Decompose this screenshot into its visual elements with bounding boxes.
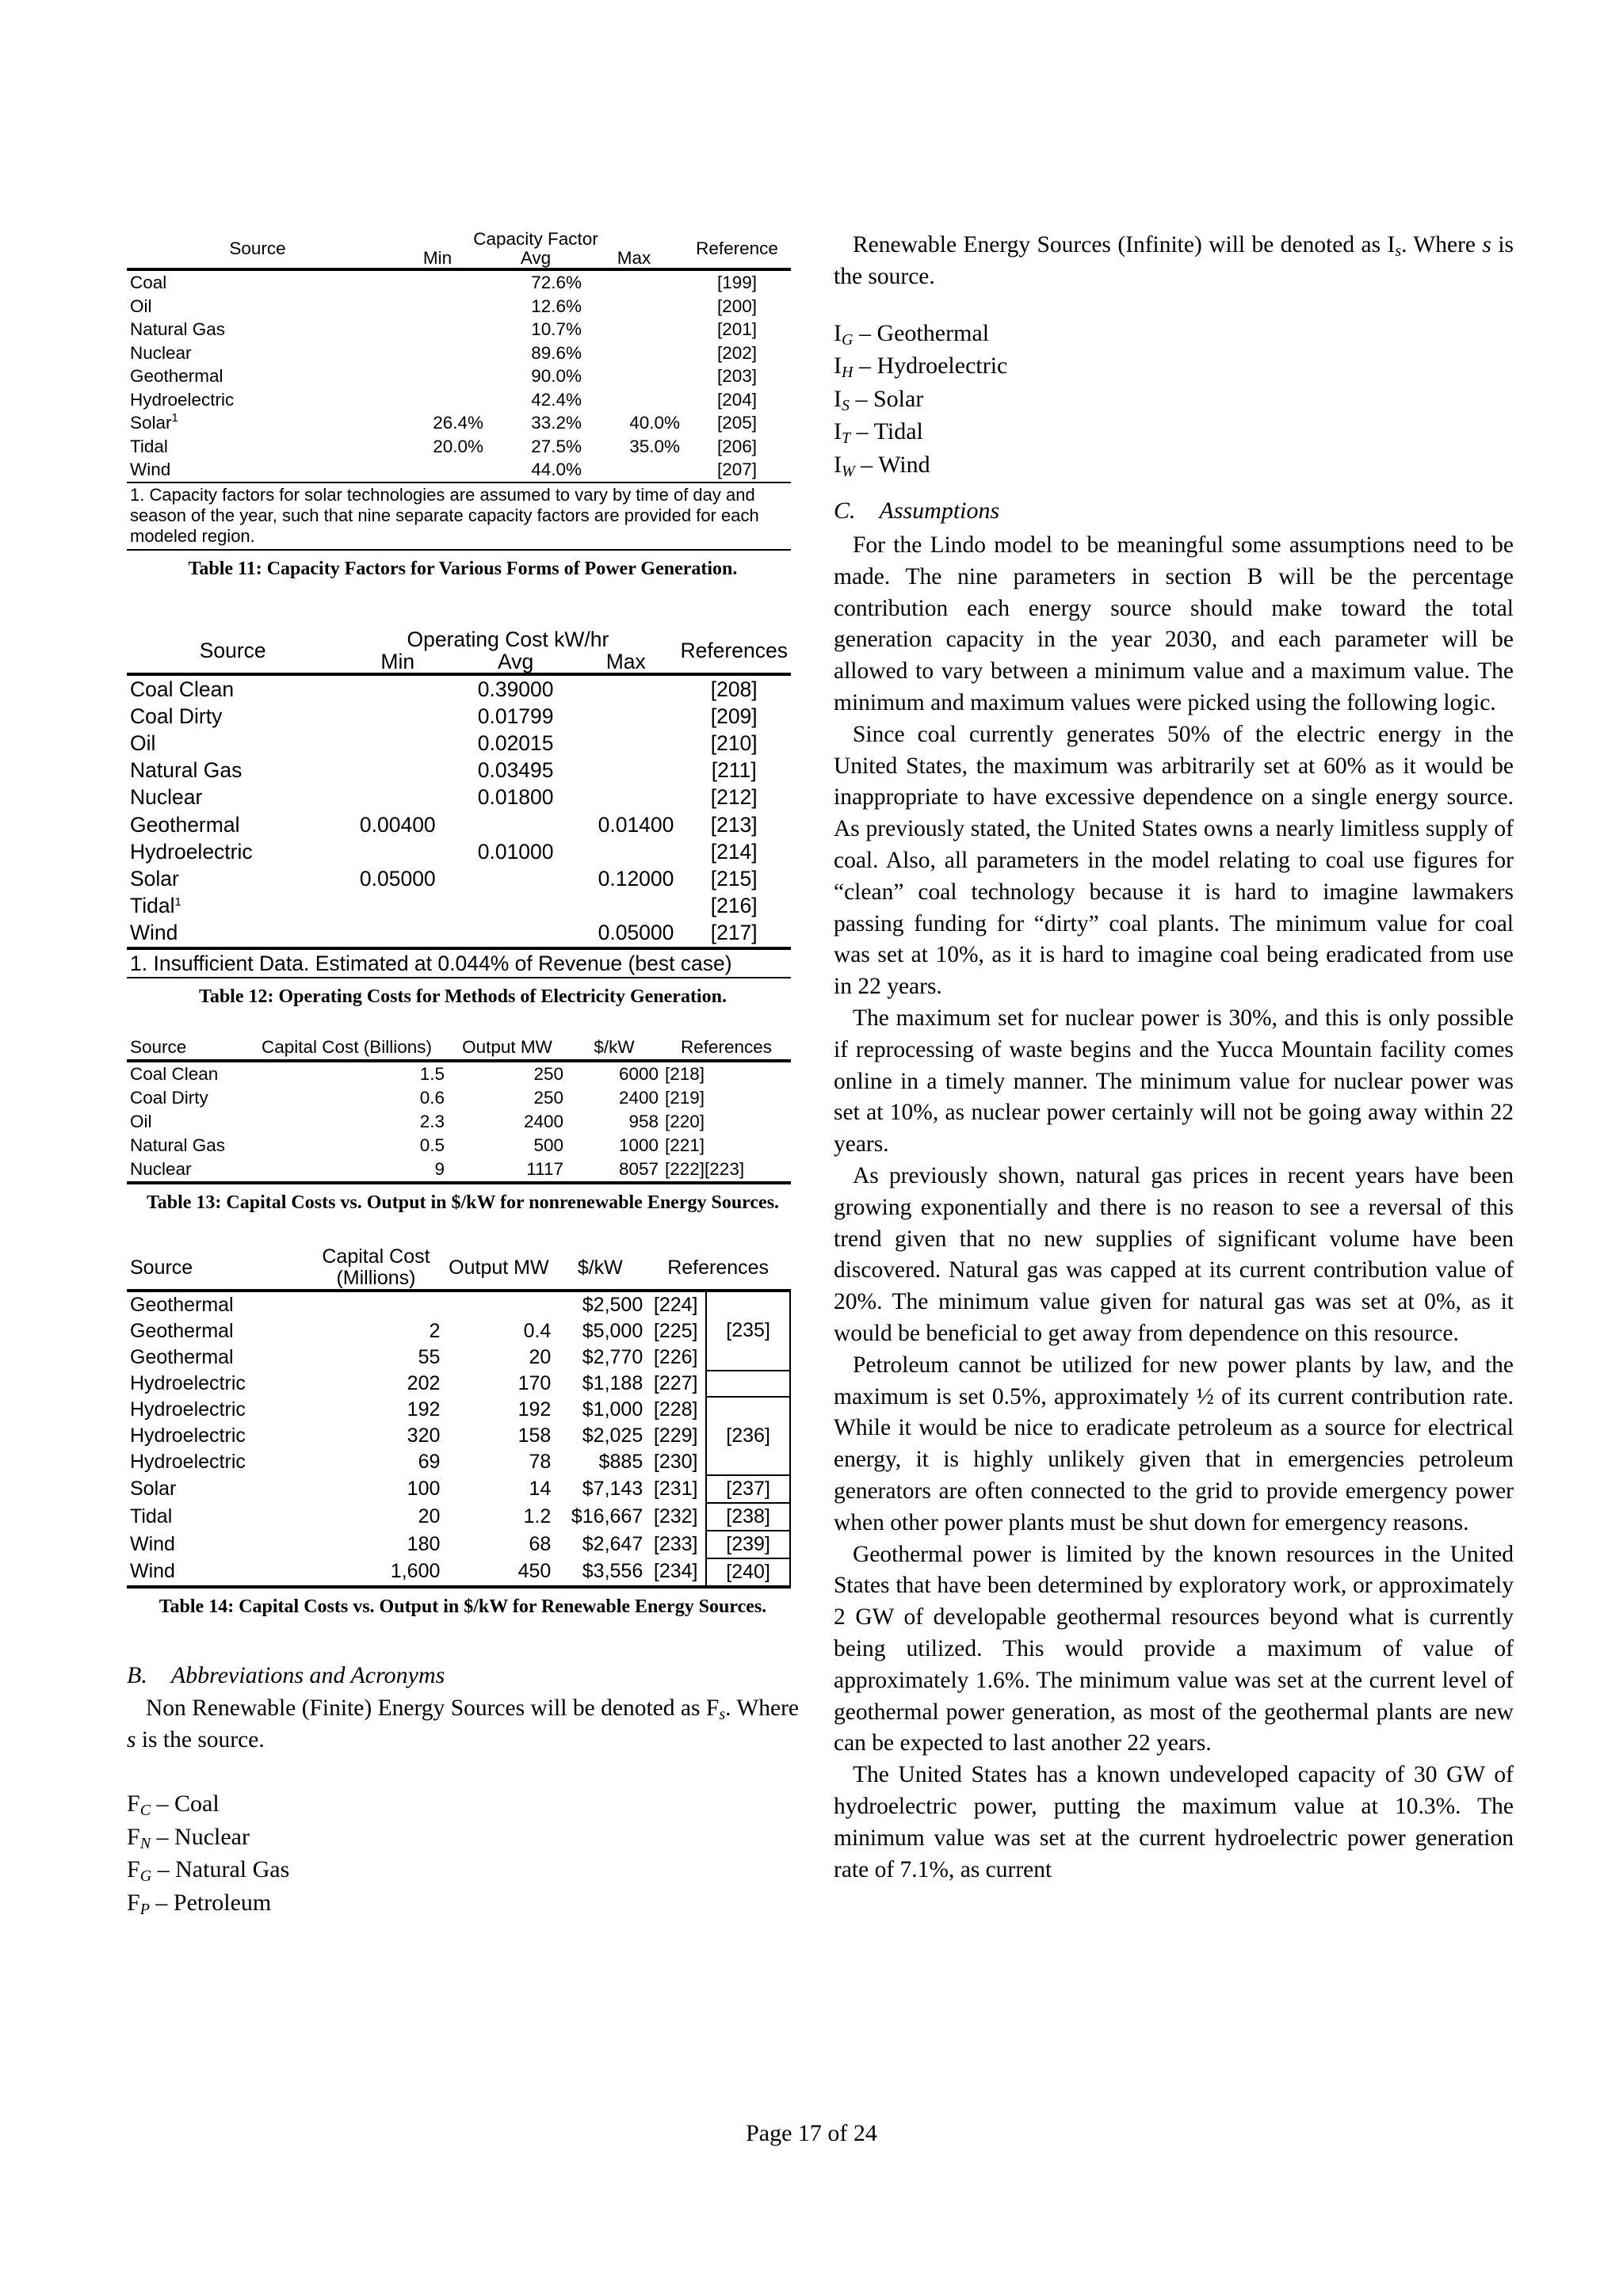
t11-max: 40.0% xyxy=(629,413,680,433)
t12-row xyxy=(127,784,791,810)
t14-header-source: Source xyxy=(130,1256,193,1279)
t13-source: Oil xyxy=(130,1111,152,1131)
t11-max xyxy=(585,318,683,341)
t14-output: 1.2 xyxy=(523,1505,552,1527)
t12-avg: 0.39000 xyxy=(477,677,554,701)
t11-row xyxy=(127,295,791,318)
t11-header-min: Min xyxy=(422,248,453,268)
t12-source: Nuclear xyxy=(130,785,203,810)
t13-capital: 1.5 xyxy=(419,1063,445,1084)
t14-source: Wind xyxy=(130,1532,175,1555)
t12-max xyxy=(575,703,677,730)
t11-row xyxy=(127,269,791,295)
t14-output: 0.4 xyxy=(523,1319,552,1342)
t12-max xyxy=(575,730,677,757)
t12-ref: [210] xyxy=(710,730,758,755)
t14-capital: 55 xyxy=(418,1345,441,1368)
infinite-source-item: $I_S$ – Solar xyxy=(834,385,924,414)
finite-source-item: $F_N$ – Nuclear xyxy=(127,1823,250,1852)
t12-ref: [212] xyxy=(710,785,758,810)
t12-avg xyxy=(456,892,575,919)
t12-ref: [211] xyxy=(711,758,757,783)
t14-kw: $16,667 xyxy=(571,1505,643,1527)
t14-capital: 20 xyxy=(418,1505,441,1527)
t12-min xyxy=(338,892,456,919)
t14-row xyxy=(127,1558,790,1587)
t12-source: Tidal$^1$ xyxy=(130,894,181,918)
t14-row xyxy=(127,1475,790,1503)
t14-group-ref xyxy=(706,1371,790,1397)
t11-source: Tidal xyxy=(130,436,168,456)
t12-avg: 0.01800 xyxy=(477,785,554,810)
t11-source: Nuclear xyxy=(130,342,192,363)
t12-avg: 0.03495 xyxy=(477,758,554,783)
t14-row xyxy=(127,1503,790,1531)
t11-ref: [205] xyxy=(716,413,758,433)
t13-ref: [220] xyxy=(665,1111,705,1131)
t14-ref: [224] xyxy=(653,1293,698,1316)
t13-row xyxy=(127,1158,791,1183)
t13-ref: [219] xyxy=(665,1087,705,1108)
t12-source: Natural Gas xyxy=(130,758,242,783)
t11-header-reference: Reference xyxy=(696,238,778,258)
t11-footnote: 1. Capacity factors for solar technologies are assumed to vary by time of day and season of the year, such that nine separate capacity factors are provided for each modeled region. xyxy=(130,484,759,546)
t11-max xyxy=(585,341,683,365)
t11-min xyxy=(388,388,487,412)
t14-ref: [228] xyxy=(653,1398,698,1421)
t13-kw: 6000 xyxy=(618,1063,659,1084)
t14-group-ref: [236] xyxy=(706,1397,790,1475)
assumptions-paragraphs xyxy=(834,530,1514,1886)
t12-ref: [209] xyxy=(710,704,758,728)
t11-avg: 44.0% xyxy=(531,460,582,479)
t14-row xyxy=(127,1291,790,1318)
t12-row xyxy=(127,838,791,865)
t13-output: 250 xyxy=(533,1063,563,1084)
t12-row xyxy=(127,892,791,919)
t13-row xyxy=(127,1086,791,1110)
t11-min xyxy=(388,341,487,365)
t13-row xyxy=(127,1134,791,1158)
t11-avg: 27.5% xyxy=(531,436,582,456)
t12-min xyxy=(338,674,456,703)
t11-header-source: Source xyxy=(229,238,286,258)
table-12-caption: Table 12: Operating Costs for Methods of Electricity Generation. xyxy=(199,986,727,1007)
t14-capital: 192 xyxy=(407,1398,441,1421)
t12-header-references: References xyxy=(680,638,788,662)
t13-row xyxy=(127,1110,791,1134)
t13-capital: 2.3 xyxy=(419,1111,445,1131)
t13-source: Coal Dirty xyxy=(130,1087,208,1108)
t12-min xyxy=(338,730,456,757)
t14-group-ref: [235] xyxy=(706,1291,790,1371)
t13-output: 250 xyxy=(533,1087,563,1108)
t11-header-max: Max xyxy=(617,248,651,268)
left-column xyxy=(127,230,799,1919)
finite-source-item: $F_G$ – Natural Gas xyxy=(127,1856,290,1886)
t11-min xyxy=(388,269,487,295)
t14-source: Geothermal xyxy=(130,1319,234,1342)
t12-min xyxy=(338,919,456,948)
table-11-caption: Table 11: Capacity Factors for Various Forms of Power Generation. xyxy=(188,558,738,579)
t14-kw: $5,000 xyxy=(582,1319,643,1342)
t14-output: 68 xyxy=(529,1532,552,1555)
t11-source: Oil xyxy=(130,296,152,316)
t14-source: Hydroelectric xyxy=(130,1450,246,1473)
t11-header-avg: Avg xyxy=(520,248,552,268)
table-13-nonrenewable-capital-costs xyxy=(127,1035,791,1184)
t14-row xyxy=(127,1423,790,1449)
t14-ref: [234] xyxy=(653,1560,698,1583)
t12-min xyxy=(338,838,456,865)
t12-min: 0.05000 xyxy=(359,866,436,891)
section-c-heading: C. Assumptions xyxy=(834,498,1000,524)
t12-header-max: Max xyxy=(605,649,646,673)
t14-row xyxy=(127,1531,790,1558)
t11-avg: 10.7% xyxy=(531,319,582,339)
t11-source: Hydroelectric xyxy=(130,389,235,410)
t11-source: Coal xyxy=(130,273,167,292)
t14-output: 158 xyxy=(517,1424,552,1447)
t12-ref: [215] xyxy=(710,866,758,891)
t12-max xyxy=(575,674,677,703)
table-13-caption: Table 13: Capital Costs vs. Output in $/kW for nonrenewable Energy Sources. xyxy=(146,1192,780,1213)
finite-source-item: $F_C$ – Coal xyxy=(127,1791,220,1820)
t14-kw: $2,770 xyxy=(582,1345,643,1368)
t12-avg xyxy=(456,865,575,892)
t13-kw: 8057 xyxy=(618,1158,659,1179)
t11-min xyxy=(388,318,487,341)
t13-row xyxy=(127,1061,791,1086)
infinite-source-item: $I_G$ – Geothermal xyxy=(834,319,990,349)
t13-output: 500 xyxy=(533,1135,563,1155)
t14-source: Solar xyxy=(130,1477,177,1500)
t14-kw: $2,025 xyxy=(582,1424,643,1447)
t14-source: Wind xyxy=(130,1560,175,1583)
infinite-sources-list xyxy=(834,317,1514,482)
t11-min xyxy=(388,364,487,388)
t11-max: 35.0% xyxy=(629,436,680,456)
t14-source: Tidal xyxy=(130,1505,173,1527)
finite-source-item: $F_P$ – Petroleum xyxy=(127,1889,272,1918)
t12-min xyxy=(338,784,456,810)
t12-max xyxy=(575,892,677,919)
t12-row xyxy=(127,703,791,730)
t11-avg: 90.0% xyxy=(531,366,582,386)
t11-row xyxy=(127,411,791,435)
t12-source: Solar xyxy=(130,866,179,891)
t11-row xyxy=(127,364,791,388)
t12-source: Wind xyxy=(130,921,178,945)
t14-capital: 180 xyxy=(407,1532,441,1555)
t12-ref: [214] xyxy=(710,839,758,864)
infinite-source-item: $I_W$ – Wind xyxy=(834,451,930,480)
t11-ref: [200] xyxy=(716,296,758,316)
t14-kw: $2,500 xyxy=(582,1293,643,1316)
t11-min: 26.4% xyxy=(433,413,483,433)
t13-kw: 2400 xyxy=(618,1087,659,1108)
t14-output: 14 xyxy=(529,1477,552,1500)
table-11-capacity-factors xyxy=(127,230,791,551)
t11-source: Natural Gas xyxy=(130,319,226,339)
infinite-source-item: $I_T$ – Tidal xyxy=(834,418,923,448)
t12-max xyxy=(575,838,677,865)
t14-capital: 100 xyxy=(407,1477,441,1500)
infinite-source-item: $I_H$ – Hydroelectric xyxy=(834,353,1008,382)
t11-min: 20.0% xyxy=(433,436,483,456)
t12-header-avg: Avg xyxy=(498,649,534,673)
t14-ref: [231] xyxy=(653,1477,698,1500)
t14-output: 170 xyxy=(517,1371,552,1394)
t11-ref: [207] xyxy=(716,460,758,479)
section-b-intro: Non Renewable (Finite) Energy Sources will be denoted as $F_s$. Where s is the source. xyxy=(127,1695,799,1753)
assumption-paragraph: As previously shown, natural gas prices in recent years have been growing exponentially and there is no reason to see a reversal of this trend given that no new supplies of significant volume have been discovered. Natural gas was capped at its current contribution value of 20%. The minimum value given for natural gas was set at 0%, as it would be beneficial to get away from dependence on this resource. xyxy=(834,1163,1514,1347)
page-number: Page 17 of 24 xyxy=(746,2120,877,2146)
t12-source: Coal Clean xyxy=(130,677,235,701)
table-14-renewable-capital-costs xyxy=(127,1246,791,1589)
t12-row xyxy=(127,757,791,784)
t14-source: Geothermal xyxy=(130,1293,234,1316)
t11-ref: [206] xyxy=(716,436,758,456)
t12-ref: [217] xyxy=(710,921,758,945)
t12-avg xyxy=(456,919,575,948)
finite-sources-list xyxy=(127,1787,799,1919)
assumption-paragraph: Geothermal power is limited by the known resources in the United States that have been determined by exploratory work, or approximately 2 GW of developable geothermal resources beyond what is currently being utilized. This would provide a maximum of value of approximately 1.6%. The minimum value was set at the current level of geothermal power generation, as most of the geothermal plants are new can be expected to last another 22 years. xyxy=(834,1541,1514,1756)
table-12-operating-costs xyxy=(127,628,791,978)
t11-min xyxy=(388,295,487,318)
t14-capital: 320 xyxy=(407,1424,441,1447)
t12-row xyxy=(127,674,791,703)
t14-capital: 202 xyxy=(407,1371,441,1394)
t14-group-ref: [238] xyxy=(706,1503,790,1531)
t11-ref: [199] xyxy=(716,273,758,292)
t12-header-source: Source xyxy=(199,638,266,662)
t12-max xyxy=(575,784,677,810)
t13-kw: 1000 xyxy=(618,1135,659,1155)
t12-max: 0.01400 xyxy=(598,812,674,837)
t13-header-kw: $/kW xyxy=(594,1036,635,1057)
t14-kw: $1,188 xyxy=(582,1371,643,1394)
t14-header-capital-line1: Capital Cost xyxy=(322,1245,430,1268)
t11-ref: [201] xyxy=(716,319,758,339)
t14-capital: 69 xyxy=(418,1450,441,1473)
t11-max xyxy=(585,295,683,318)
t11-row xyxy=(127,318,791,341)
t12-source: Oil xyxy=(130,730,156,755)
t14-output xyxy=(443,1291,554,1318)
t14-output: 78 xyxy=(529,1450,552,1473)
t14-row xyxy=(127,1397,790,1423)
t14-ref: [233] xyxy=(653,1532,698,1555)
t14-source: Hydroelectric xyxy=(130,1371,246,1394)
t13-ref: [218] xyxy=(665,1063,705,1084)
t14-row xyxy=(127,1371,790,1397)
t13-header-references: References xyxy=(680,1036,773,1057)
t13-capital: 0.6 xyxy=(419,1087,445,1108)
t11-ref: [203] xyxy=(716,366,758,386)
t13-kw: 958 xyxy=(628,1111,659,1131)
t12-avg: 0.01000 xyxy=(477,839,554,864)
t13-source: Natural Gas xyxy=(130,1135,226,1155)
t14-ref: [227] xyxy=(653,1371,698,1394)
t11-max xyxy=(585,458,683,482)
t12-avg xyxy=(456,811,575,838)
t12-row xyxy=(127,730,791,757)
t14-header-output: Output MW xyxy=(449,1256,549,1279)
t12-row xyxy=(127,865,791,892)
t14-row xyxy=(127,1449,790,1475)
t14-kw: $7,143 xyxy=(582,1477,643,1500)
t14-group-ref: [237] xyxy=(706,1475,790,1503)
t14-source: Geothermal xyxy=(130,1345,234,1368)
t11-max xyxy=(585,364,683,388)
assumption-paragraph: For the Lindo model to be meaningful some assumptions need to be made. The nine parameters in section B will be the percentage contribution each energy source should make toward the total generation capacity in the year 2030, and each parameter will be allowed to vary between a minimum value and a maximum value. The minimum and maximum values were picked using the following logic. xyxy=(834,532,1514,716)
section-b-heading: B. Abbreviations and Acronyms xyxy=(127,1661,445,1688)
t11-row xyxy=(127,388,791,412)
t12-row xyxy=(127,919,791,948)
t12-footnote: 1. Insufficient Data. Estimated at 0.044% of Revenue (best case) xyxy=(130,951,732,975)
t11-avg: 72.6% xyxy=(531,273,582,292)
t14-row xyxy=(127,1318,790,1344)
t12-header-min: Min xyxy=(380,649,415,673)
t13-header-source: Source xyxy=(130,1036,187,1057)
t13-capital: 0.5 xyxy=(419,1135,445,1155)
t14-ref: [226] xyxy=(653,1345,698,1368)
t14-capital: 2 xyxy=(429,1319,441,1342)
t14-kw: $3,556 xyxy=(582,1560,643,1583)
t14-source: Hydroelectric xyxy=(130,1424,246,1447)
t11-max xyxy=(585,388,683,412)
t11-source: Wind xyxy=(130,460,171,479)
t12-avg: 0.02015 xyxy=(477,730,554,755)
t14-row xyxy=(127,1344,790,1371)
t14-header-kw: $/kW xyxy=(577,1256,623,1279)
t12-avg: 0.01799 xyxy=(477,704,554,728)
t13-capital: 9 xyxy=(434,1158,445,1179)
t14-header-capital-line2: (Millions) xyxy=(336,1266,416,1289)
table-14-caption: Table 14: Capital Costs vs. Output in $/kW for Renewable Energy Sources. xyxy=(158,1596,767,1617)
assumption-paragraph: Since coal currently generates 50% of the electric energy in the United States, the maximum was arbitrarily set at 60% as it would be inappropriate to have excessive dependence on a single energy source. As previously stated, the United States owns a nearly limitless supply of coal. Also, all parameters in the model relating to coal use figures for “clean” coal technology because it is hard to imagine lawmakers passing funding for “dirty” coal plants. The minimum value for coal was set at 10%, as it is hard to imagine coal being eradicated from use in 22 years. xyxy=(834,721,1514,1000)
t13-ref: [222][223] xyxy=(665,1158,745,1179)
t14-header-references: References xyxy=(667,1256,769,1279)
t11-row xyxy=(127,458,791,482)
t12-row xyxy=(127,811,791,838)
t14-group-ref: [239] xyxy=(706,1531,790,1558)
t11-source: Solar$^1$ xyxy=(130,411,178,433)
assumption-paragraph: The United States has a known undeveloped capacity of 30 GW of hydroelectric power, putting the maximum value at 10.3%. The minimum value was set at the current hydroelectric power generation rate of 7.1%, as current xyxy=(834,1762,1514,1882)
t13-header-capital: Capital Cost (Billions) xyxy=(261,1036,433,1057)
t14-capital: 1,600 xyxy=(390,1560,441,1583)
t11-avg: 12.6% xyxy=(531,296,582,316)
t12-min xyxy=(338,757,456,784)
t12-source: Hydroelectric xyxy=(130,839,253,864)
t14-ref: [225] xyxy=(653,1319,698,1342)
t11-source: Geothermal xyxy=(130,366,223,386)
t14-ref: [230] xyxy=(653,1450,698,1473)
t13-output: 2400 xyxy=(523,1111,563,1131)
t11-ref: [204] xyxy=(716,389,758,410)
t14-kw: $1,000 xyxy=(582,1398,643,1421)
t14-kw: $2,647 xyxy=(582,1532,643,1555)
t13-source: Nuclear xyxy=(130,1158,192,1179)
assumption-paragraph: Petroleum cannot be utilized for new power plants by law, and the maximum is set 0.5%, approximately ½ of its current contribution rate. While it would be nice to eradicate petroleum as a source for electrical energy, it is highly unlikely given that in emergencies petroleum generators are often connected to the grid to provide emergency power when other power plants must be shut down for emergency reasons. xyxy=(834,1352,1514,1535)
t12-ref: [208] xyxy=(710,677,758,701)
t11-avg: 42.4% xyxy=(531,389,582,410)
assumption-paragraph: The maximum set for nuclear power is 30%, and this is only possible if reprocessing of waste begins and the Yucca Mountain facility comes online in a timely manner. The minimum value for nuclear power was set at 10%, as nuclear power certainly will not be going away within 22 years. xyxy=(834,1005,1514,1158)
t12-source: Geothermal xyxy=(130,812,240,837)
t14-ref: [232] xyxy=(653,1505,698,1527)
t11-min xyxy=(388,458,487,482)
t12-min xyxy=(338,703,456,730)
t14-kw: $885 xyxy=(598,1450,643,1473)
t12-source: Coal Dirty xyxy=(130,704,223,728)
t11-row xyxy=(127,341,791,365)
t12-ref: [213] xyxy=(710,812,758,837)
t13-source: Coal Clean xyxy=(130,1063,219,1084)
t14-group-ref: [240] xyxy=(706,1558,790,1587)
t13-output: 1117 xyxy=(526,1158,563,1179)
t14-ref: [229] xyxy=(653,1424,698,1447)
t12-max xyxy=(575,757,677,784)
t14-source: Hydroelectric xyxy=(130,1398,246,1421)
t14-output: 20 xyxy=(529,1345,552,1368)
t13-ref: [221] xyxy=(665,1135,705,1155)
t12-min: 0.00400 xyxy=(359,812,436,837)
t12-header-cost: Operating Cost kW/hr xyxy=(407,627,609,651)
t14-output: 450 xyxy=(517,1560,552,1583)
right-column xyxy=(834,230,1514,1886)
renewable-intro: Renewable Energy Sources (Infinite) will be denoted as $I_s$. Where s is the source. xyxy=(834,232,1514,289)
t13-header-output: Output MW xyxy=(462,1036,552,1057)
t14-output: 192 xyxy=(517,1398,552,1421)
t12-max: 0.12000 xyxy=(598,866,674,891)
t11-max xyxy=(585,269,683,295)
t14-capital xyxy=(309,1291,444,1318)
t11-avg: 89.6% xyxy=(531,342,582,363)
t11-avg: 33.2% xyxy=(531,413,582,433)
t12-max: 0.05000 xyxy=(598,921,674,945)
t11-row xyxy=(127,435,791,459)
t12-ref: [216] xyxy=(710,894,758,918)
t11-ref: [202] xyxy=(716,342,758,363)
t11-header-capacity: Capacity Factor xyxy=(473,229,598,249)
